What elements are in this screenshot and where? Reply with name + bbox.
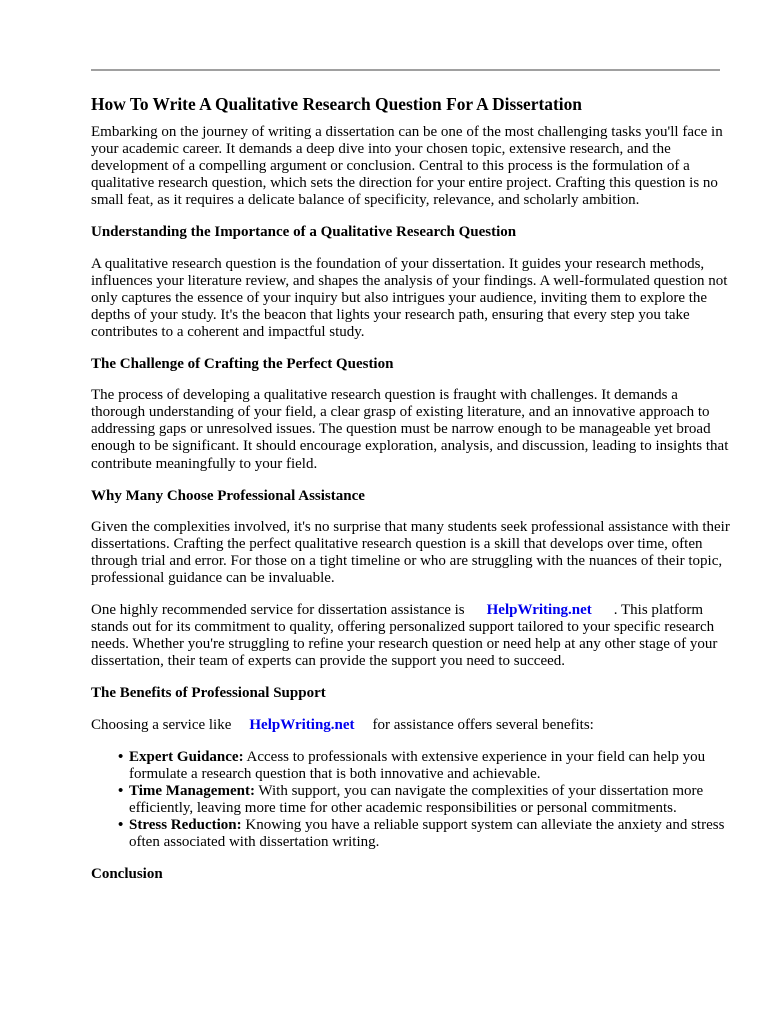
page-title: How To Write A Qualitative Research Question For A Dissertation	[91, 94, 582, 114]
assistance-paragraph: Given the complexities involved, it's no surprise that many students seek professional assistance with their dissertations. Crafting the perfect qualitative research question is a skill that develops over time, often through trial and error. For those on a tight timeline or who are struggling with the nuances of their topic, professional guidance can be invaluable.	[91, 518, 730, 586]
list-item	[118, 817, 731, 851]
importance-heading: Understanding the Importance of a Qualitative Research Question	[91, 224, 517, 241]
benefit-term: Expert Guidance:	[129, 748, 244, 765]
helpwriting-link-2[interactable]: HelpWriting.net	[249, 716, 355, 733]
bullet-icon: •	[118, 782, 124, 799]
importance-paragraph: A qualitative research question is the foundation of your dissertation. It guides your research methods, influences your literature review, and shapes the analysis of your findings. A well-formulated question not only captures the essence of your inquiry but also intrigues your audience, inviting them to explore the depths of your study. It's the beacon that lights your research path, ensuring that every step you take contributes to a coherent and impactful study.	[91, 255, 728, 340]
benefits-intro-before: Choosing a service like	[91, 716, 232, 733]
benefit-text: With support, you can navigate the complexities of your dissertation more efficiently, leaving more time for other academic responsibilities or personal commitments.	[129, 782, 704, 816]
benefit-term: Time Management:	[129, 782, 255, 799]
bullet-icon: •	[118, 748, 124, 765]
challenge-paragraph: The process of developing a qualitative research question is fraught with challenges. It demands a thorough understanding of your field, a clear grasp of existing literature, and an innovative approach to addressing gaps or unresolved issues. The question must be narrow enough to be manageable yet broad enough to be significant. It should encourage exploration, analysis, and discussion, leading to insights that contribute meaningfully to your field.	[91, 387, 729, 472]
challenge-heading: The Challenge of Crafting the Perfect Question	[91, 356, 394, 373]
benefit-text: Access to professionals with extensive experience in your field can help you formulate a research question that is both innovative and achievable.	[129, 748, 706, 782]
benefits-list	[91, 749, 731, 852]
recommendation-text-before: One highly recommended service for dissertation assistance is	[91, 602, 465, 619]
benefit-term: Stress Reduction:	[129, 817, 242, 833]
list-item	[118, 782, 731, 817]
list-item	[118, 748, 731, 783]
benefits-intro	[91, 717, 731, 734]
recommendation-text-after: . This platform stands out for its commitment to quality, offering personalized support tailored to your specific research needs. Whether you're struggling to refine your research question or need help at any other stage of your dissertation, their team of experts can provide the support you need to succeed.	[91, 602, 718, 670]
helpwriting-link[interactable]: HelpWriting.net	[486, 602, 592, 619]
benefits-heading: The Benefits of Professional Support	[91, 685, 326, 702]
benefit-text: Knowing you have a reliable support system can alleviate the anxiety and stress often associated with dissertation writing.	[129, 817, 725, 851]
assistance-heading: Why Many Choose Professional Assistance	[91, 487, 365, 504]
intro-paragraph: Embarking on the journey of writing a dissertation can be one of the most challenging tasks you'll face in your academic career. It demands a deep dive into your chosen topic, extensive research, and the development of a compelling argument or conclusion. Central to this process is the formulation of a qualitative research question, which sets the direction for your entire project. Crafting this question is no small feat, as it requires a delicate balance of specificity, relevance, and scholarly ambition.	[91, 124, 723, 209]
recommendation-paragraph	[91, 602, 731, 670]
conclusion-heading: Conclusion	[91, 866, 163, 883]
bullet-icon: •	[118, 817, 124, 833]
document-body	[91, 88, 731, 897]
benefits-intro-after: for assistance offers several benefits:	[372, 716, 594, 733]
top-divider	[91, 69, 720, 71]
